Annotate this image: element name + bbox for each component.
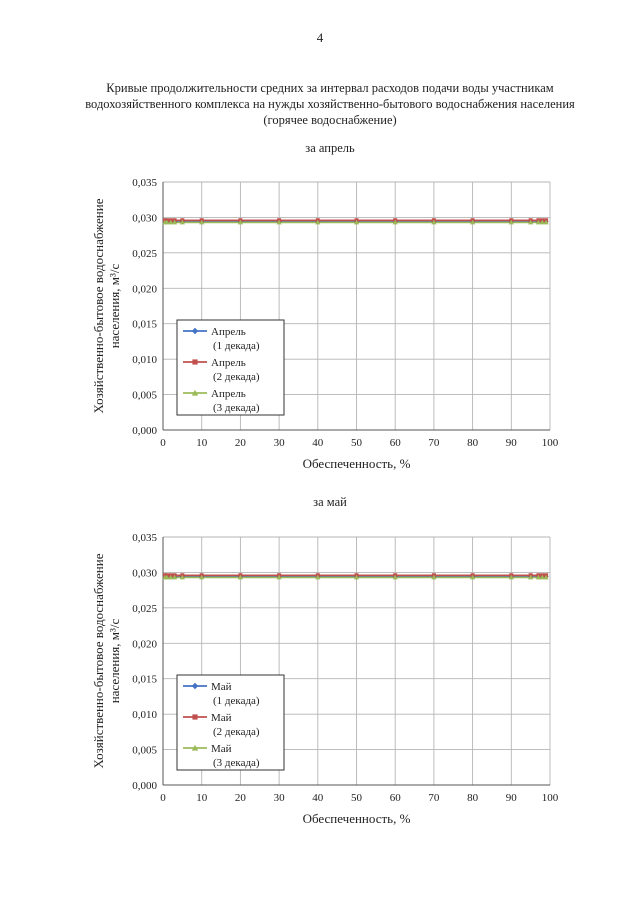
x-tick-label: 70: [428, 792, 440, 804]
y-tick-label: 0,010: [132, 354, 157, 367]
x-tick-label: 40: [312, 792, 324, 804]
y-tick-label: 0,030: [132, 212, 157, 225]
legend-label: Май: [211, 681, 232, 693]
legend-label-sub: (1 декада): [213, 695, 260, 707]
x-tick-label: 20: [234, 437, 246, 449]
legend-label: Май: [211, 743, 232, 755]
x-tick-label: 30: [273, 792, 285, 804]
x-tick-label: 20: [234, 792, 246, 804]
y-axis-title: [91, 553, 122, 768]
y-tick-label: 0,020: [132, 283, 157, 296]
y-axis-title-line: Хозяйственно-бытовое водоснабжение: [91, 553, 106, 769]
y-tick-label: 0,000: [132, 780, 157, 792]
legend-label-sub: (3 декада): [213, 757, 260, 769]
x-tick-label: 80: [467, 437, 479, 449]
x-tick-label: 0: [160, 437, 166, 449]
x-tick-label: 0: [160, 792, 166, 804]
document-title-line: водохозяйственного комплекса на нужды хозяйственно-бытового водоснабжения населения: [85, 97, 575, 111]
legend-label-sub: (2 декада): [213, 726, 260, 738]
y-tick-label: 0,035: [132, 532, 157, 544]
document-title-line: (горячее водоснабжение): [263, 113, 397, 127]
y-axis-title-line: населения, м³/с: [107, 618, 122, 704]
y-tick-label: 0,015: [132, 318, 157, 331]
chart-subtitle-april: за апрель: [305, 141, 355, 155]
x-tick-label: 100: [541, 792, 559, 804]
legend-label-sub: (3 декада): [213, 402, 260, 414]
chart-may: [0, 515, 640, 835]
chart-subtitle-may: за май: [313, 495, 347, 509]
y-axis-title-line: населения, м³/с: [107, 263, 122, 349]
y-tick-label: 0,035: [132, 177, 157, 189]
legend-swatch-marker: [192, 359, 197, 364]
x-tick-label: 10: [196, 792, 208, 804]
y-tick-label: 0,025: [132, 247, 157, 260]
y-tick-label: 0,030: [132, 567, 157, 580]
x-tick-label: 50: [351, 437, 362, 449]
legend-swatch-marker: [192, 714, 197, 719]
page-number: 4: [316, 30, 324, 45]
legend-label: Апрель: [211, 388, 246, 400]
x-tick-label: 90: [505, 437, 517, 449]
x-tick-label: 90: [505, 792, 517, 804]
x-tick-label: 40: [312, 437, 324, 449]
legend-label: Апрель: [211, 357, 246, 369]
x-tick-label: 60: [389, 792, 401, 804]
document-title-line: Кривые продолжительности средних за интервал расходов подачи воды участникам: [106, 81, 554, 95]
x-tick-label: 10: [196, 437, 208, 449]
y-tick-label: 0,000: [132, 425, 157, 437]
chart-april: [0, 160, 640, 480]
legend-label: Май: [211, 712, 232, 724]
y-tick-label: 0,005: [132, 389, 157, 402]
x-tick-label: 80: [467, 792, 479, 804]
legend-label: Апрель: [211, 326, 246, 338]
x-tick-label: 60: [389, 437, 401, 449]
document-title: [40, 80, 620, 128]
x-tick-label: 70: [428, 437, 440, 449]
y-axis-title: [91, 198, 122, 413]
y-tick-label: 0,020: [132, 638, 157, 651]
legend-label-sub: (2 декада): [213, 371, 260, 383]
x-tick-label: 50: [351, 792, 362, 804]
y-axis-title-line: Хозяйственно-бытовое водоснабжение: [91, 198, 106, 414]
x-tick-label: 100: [541, 437, 559, 449]
x-axis-title: Обеспеченность, %: [302, 811, 411, 826]
legend-label-sub: (1 декада): [213, 340, 260, 352]
x-tick-label: 30: [273, 437, 285, 449]
y-tick-label: 0,025: [132, 602, 157, 615]
y-tick-label: 0,010: [132, 709, 157, 722]
y-tick-label: 0,005: [132, 744, 157, 757]
x-axis-title: Обеспеченность, %: [302, 456, 411, 471]
y-tick-label: 0,015: [132, 673, 157, 686]
